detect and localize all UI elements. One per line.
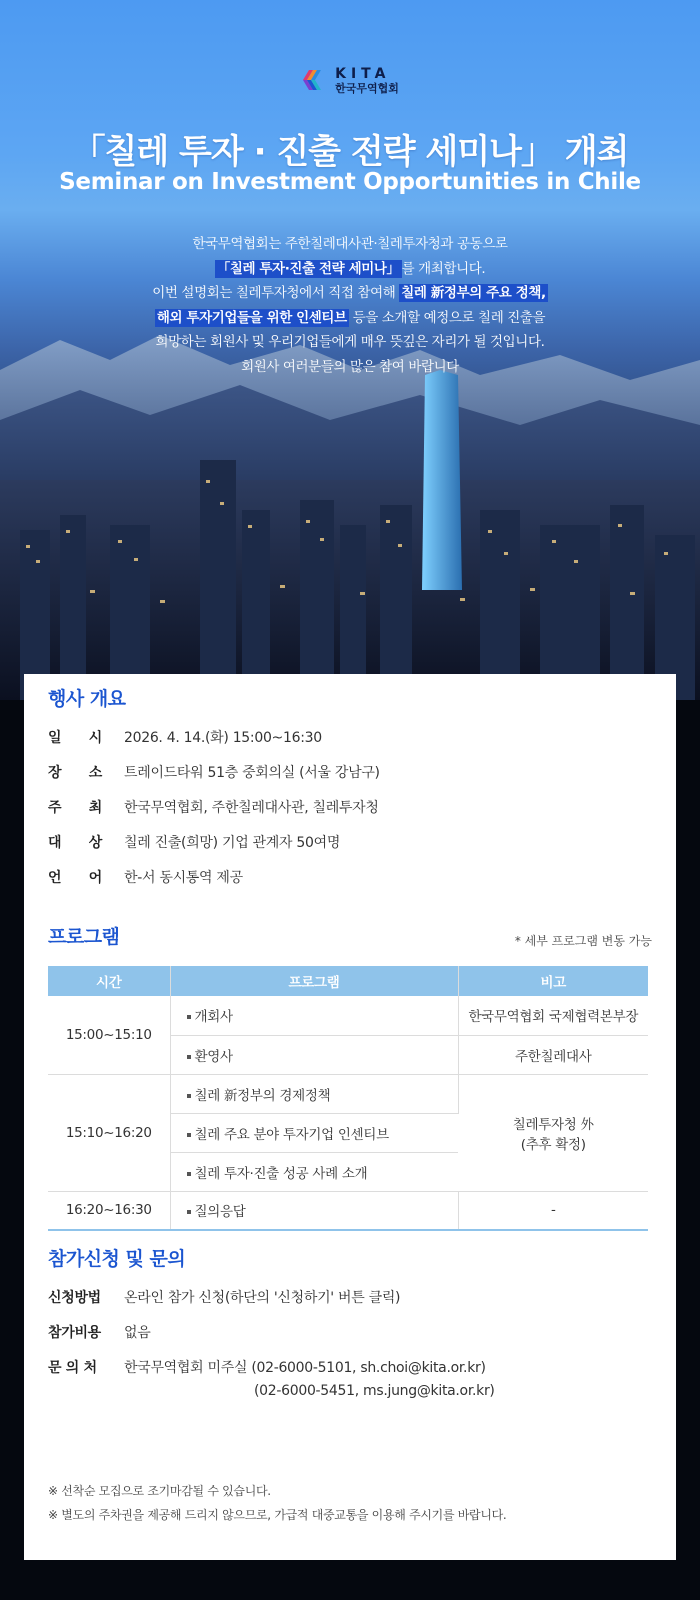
table-header-remark: 비고 xyxy=(458,966,648,996)
page-title-ko: 「칠레 투자 · 진출 전략 세미나」 개최 xyxy=(71,132,629,172)
kita-logo-icon xyxy=(301,66,329,94)
table-cell-time: 15:00~15:10 xyxy=(48,996,170,1074)
program-table xyxy=(48,966,648,1231)
overview-row-date xyxy=(48,726,322,748)
table-cell-remark: 주한칠레대사 xyxy=(458,1035,648,1074)
intro-line-4-rest: 등을 소개할 예정으로 칠레 진출을 xyxy=(348,309,546,326)
overview-row-language xyxy=(48,866,243,888)
apply-label-method: 신청방법 xyxy=(48,1290,101,1306)
overview-value: 한국무역협회, 주한칠레대사관, 칠레투자청 xyxy=(124,800,379,816)
overview-label: 장 소 xyxy=(48,765,102,781)
overview-label: 언 어 xyxy=(48,870,102,886)
table-cell-program: 칠레 新정부의 경제정책 xyxy=(170,1074,458,1113)
kita-logo xyxy=(0,66,700,94)
table-cell-time: 15:10~16:20 xyxy=(48,1074,170,1191)
overview-label: 일 시 xyxy=(48,730,102,746)
table-cell-time: 16:20~16:30 xyxy=(48,1191,170,1230)
table-cell-program: 환영사 xyxy=(170,1035,458,1074)
overview-label: 대 상 xyxy=(48,835,102,851)
apply-label-fee: 참가비용 xyxy=(48,1325,101,1341)
table-header-time: 시간 xyxy=(48,966,170,996)
intro-line-5: 희망하는 회원사 및 우리기업들에게 매우 뜻깊은 자리가 될 것입니다. xyxy=(155,334,545,350)
table-cell-remark: 칠레투자청 外 (추후 확정) xyxy=(458,1074,648,1191)
apply-title: 참가신청 및 문의 xyxy=(48,1248,186,1270)
overview-label: 주 최 xyxy=(48,800,102,816)
intro-highlight-incentive: 해외 투자기업들을 위한 인센티브 xyxy=(156,309,347,326)
bullet-icon xyxy=(187,1210,191,1214)
table-cell-program: 질의응답 xyxy=(170,1191,458,1230)
bullet-icon xyxy=(187,1172,191,1176)
bullet-icon xyxy=(187,1015,191,1019)
apply-value-fee: 없음 xyxy=(124,1325,151,1341)
intro-highlight-seminar: 「칠레 투자·진출 전략 세미나」 xyxy=(216,260,400,277)
overview-row-host xyxy=(48,796,379,818)
program-title: 프로그램 xyxy=(48,926,120,948)
logo-en-text: KITA xyxy=(335,65,391,82)
footnote-1: ※ 선착순 모집으로 조기마감될 수 있습니다. xyxy=(48,1484,271,1498)
bullet-icon xyxy=(187,1133,191,1137)
table-cell-program: 칠레 투자·진출 성공 사례 소개 xyxy=(170,1152,458,1191)
apply-value-contact-2: (02-6000-5451, ms.jung@kita.or.kr) xyxy=(254,1383,495,1399)
intro-highlight-policy: 칠레 新정부의 주요 정책, xyxy=(401,285,546,301)
table-row xyxy=(48,1074,648,1113)
santiago-skyline-image xyxy=(0,330,700,700)
intro-line-6: 회원사 여러분들의 많은 참여 바랍니다 xyxy=(241,358,459,375)
overview-value: 2026. 4. 14.(화) 15:00~16:30 xyxy=(124,730,322,746)
apply-label-contact: 문 의 처 xyxy=(48,1360,97,1376)
program-note: * 세부 프로그램 변동 가능 xyxy=(514,934,652,948)
intro-line-3 xyxy=(0,281,700,306)
hero-banner xyxy=(0,0,700,700)
intro-text xyxy=(0,232,700,379)
intro-line-4 xyxy=(0,306,700,331)
overview-value: 트레이드타워 51층 중회의실 (서울 강남구) xyxy=(124,765,380,781)
content-card xyxy=(24,674,676,1560)
intro-line-2 xyxy=(0,257,700,282)
table-cell-program: 개회사 xyxy=(170,996,458,1035)
logo-ko-text: 한국무역협회 xyxy=(335,81,399,95)
bullet-icon xyxy=(187,1055,191,1059)
apply-value-contact: 한국무역협회 미주실 (02-6000-5101, sh.choi@kita.or.kr) xyxy=(124,1360,486,1376)
table-cell-remark: 한국무역협회 국제협력본부장 xyxy=(458,996,648,1035)
overview-value: 한-서 동시통역 제공 xyxy=(124,870,243,886)
apply-row-contact-2 xyxy=(254,1380,495,1402)
table-cell-program: 칠레 주요 분야 투자기업 인센티브 xyxy=(170,1113,458,1152)
table-row xyxy=(48,996,648,1035)
table-row xyxy=(48,1191,648,1230)
table-header-row xyxy=(48,966,648,996)
table-cell-remark: - xyxy=(458,1191,648,1230)
intro-line-2-rest: 를 개최합니다. xyxy=(401,260,486,277)
intro-line-3-pre: 이번 설명회는 칠레투자청에서 직접 참여해 xyxy=(152,285,400,301)
apply-row-fee xyxy=(48,1321,150,1343)
table-header-program: 프로그램 xyxy=(170,966,458,996)
apply-row-method xyxy=(48,1286,400,1308)
overview-row-target xyxy=(48,831,340,853)
intro-line-1: 한국무역협회는 주한칠레대사관·칠레투자청과 공동으로 xyxy=(192,236,508,252)
bullet-icon xyxy=(187,1094,191,1098)
overview-title: 행사 개요 xyxy=(48,688,126,710)
apply-value-method: 온라인 참가 신청(하단의 '신청하기' 버튼 클릭) xyxy=(124,1290,401,1306)
apply-row-contact xyxy=(48,1356,486,1378)
footnote-2: ※ 별도의 주차권을 제공해 드리지 않으므로, 가급적 대중교통을 이용해 주시기를 바랍니다. xyxy=(48,1508,507,1522)
page-title-en: Seminar on Investment Opportunities in Chile xyxy=(59,169,641,195)
overview-row-venue xyxy=(48,761,380,783)
overview-value: 칠레 진출(희망) 기업 관계자 50여명 xyxy=(124,835,341,851)
